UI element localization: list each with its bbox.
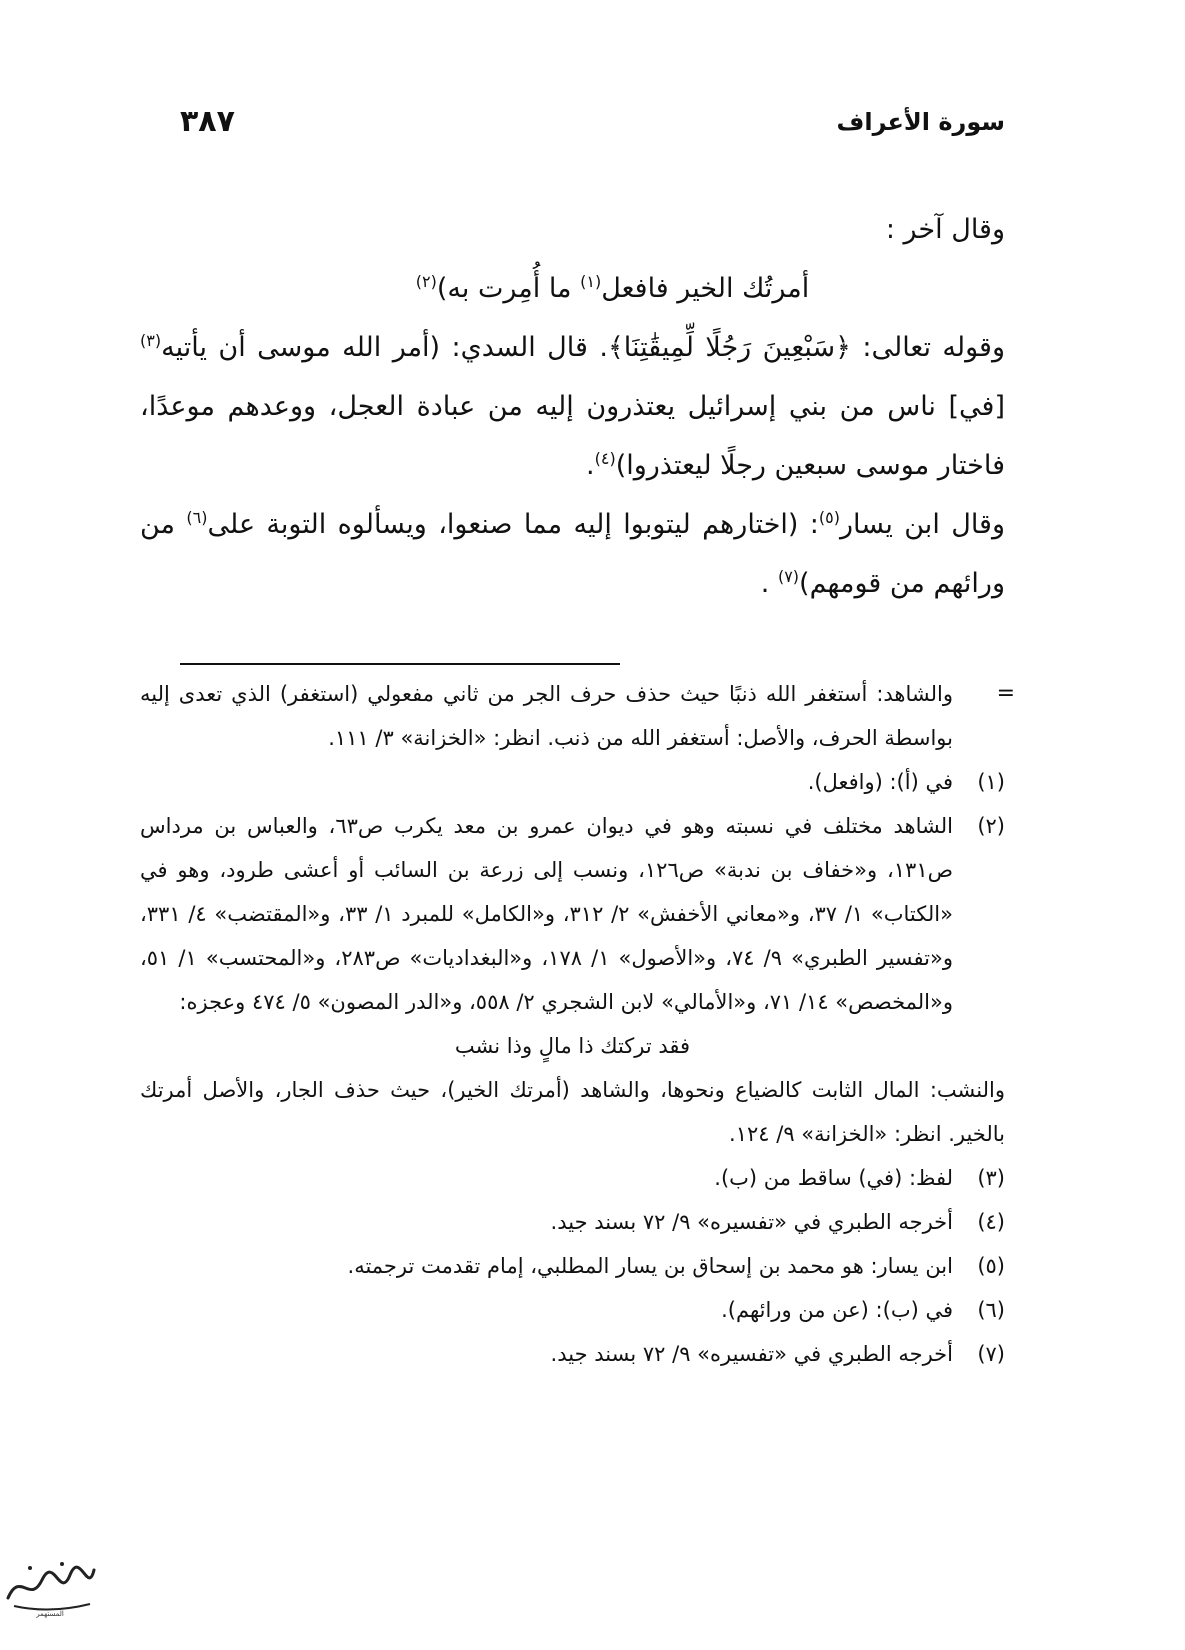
footnote-text: أخرجه الطبري في «تفسيره» ٩/ ٧٢ بسند جيد. [550, 1342, 953, 1366]
text-run: . [760, 568, 778, 599]
page-header [180, 104, 1005, 148]
text-run: . قال السدي: (أمر الله موسى أن يأتيه [161, 332, 608, 363]
footnote-ref-5: (٥) [818, 508, 840, 527]
logo-caption: المستهمر [36, 1610, 64, 1618]
footnote-3 [140, 1156, 1005, 1200]
footnote-text: أخرجه الطبري في «تفسيره» ٩/ ٧٢ بسند جيد. [550, 1210, 953, 1234]
footnote-text: لفظ: (في) ساقط من (ب). [714, 1166, 953, 1190]
footnote-ref-6: (٦) [186, 508, 208, 527]
footnote-number: (٢) [977, 814, 1005, 838]
footnote-number: (٦) [977, 1298, 1005, 1322]
footnote-ref-1: (١) [580, 272, 602, 291]
verse-part-a: أمرتُك الخير فافعل [601, 273, 810, 304]
text-run: وقال ابن يسار [840, 509, 1005, 540]
footnote-text: في (أ): (وافعل). [807, 770, 953, 794]
continuation-mark: = [996, 681, 1015, 706]
footnote-2 [140, 804, 1005, 1024]
text-run: : (اختارهم ليتوبوا إليه مما صنعوا، ويسألوه التوبة على [207, 509, 819, 540]
quran-quote: ﴿سَبْعِينَ رَجُلًا لِّمِيقَٰتِنَا﴾ [607, 332, 851, 363]
footnote-ref-7: (٧) [777, 567, 800, 586]
text-run: [في] ناس من بني إسرائيل يعتذرون إليه من عبادة العجل، ووعدهم موعدًا، فاختار موسى سبعين رجلًا ليعتذروا) [140, 391, 1005, 481]
footnote-text: الشاهد مختلف في نسبته وهو في ديوان عمرو بن معد يكرب ص٦٣، والعباس بن مرداس ص١٣١، و«خفاف بن ندبة» ص١٢٦، ونسب إلى زرعة بن السائب أو أعشى طرود، وهو في «الكتاب» ١/ ٣٧، و«معاني الأخفش» ٢/ ٣١٢، و«الكامل» للمبرد ١/ ٣٣، و«المقتضب» ٤/ ٣٣١، و«تفسير الطبري» ٩/ ٧٤، و«الأصول» ١/ ١٧٨، و«البغداديات» ص٢٨٣، و«المحتسب» ١/ ٥١، و«المخصص» ١٤/ ٧١، و«الأمالي» لابن الشجري ٢/ ٥٥٨، و«الدر المصون» ٥/ ٤٧٤ وعجزه: [140, 814, 953, 1014]
poetry-hemistich: فقد تركتك ذا مالٍ وذا نشب [454, 1034, 691, 1058]
footnote-number: (٤) [977, 1210, 1005, 1234]
surah-title: سورة الأعراف [836, 108, 1005, 136]
footnote-text: ابن يسار: هو محمد بن إسحاق بن يسار المطلبي، إمام تقدمت ترجمته. [347, 1254, 953, 1278]
text-run: من ورائهم من قومهم) [140, 509, 1005, 599]
text-run: وقوله تعالى: [850, 332, 1005, 363]
footnote-number: (٧) [977, 1342, 1005, 1366]
footnote-7 [140, 1332, 1005, 1376]
publisher-logo-icon [0, 1550, 100, 1620]
footnote-5 [140, 1244, 1005, 1288]
footnote-divider [180, 663, 620, 665]
footnote-ref-3: (٣) [140, 331, 162, 350]
page-number: ٣٨٧ [180, 104, 235, 139]
footnote-ref-4: (٤) [594, 449, 616, 468]
footnote-number: (٥) [977, 1254, 1005, 1278]
footnote-text: في (ب): (عن من ورائهم). [721, 1298, 953, 1322]
text-run: . [586, 450, 595, 481]
footnote-4 [140, 1200, 1005, 1244]
verse-part-b: ما أُمِرت به) [436, 273, 581, 304]
footnote-2-continuation: والنشب: المال الثابت كالضياع ونحوها، والشاهد (أمرتك الخير)، حيث حذف الجار، والأصل أمرتك بالخير. انظر: «الخزانة» ٩/ ١٢٤. [140, 1078, 1005, 1146]
verse-intro: وقال آخر : [885, 214, 1005, 245]
footnote-text: والشاهد: أستغفر الله ذنبًا حيث حذف حرف الجر من ثاني مفعولي (استغفر) الذي تعدى إليه بواسطة الحرف، والأصل: أستغفر الله من ذنب. انظر: «الخزانة» ٣/ ١١١. [140, 682, 953, 750]
footnote-6 [140, 1288, 1005, 1332]
footnote-number: (٣) [977, 1166, 1005, 1190]
main-text [140, 200, 1005, 613]
paragraph-sudday [140, 318, 1005, 495]
footnotes [140, 672, 1015, 1376]
footnote-number: (١) [977, 770, 1005, 794]
footnote-1 [140, 760, 1005, 804]
footnote-continuation [140, 672, 1015, 760]
footnote-ref-2: (٢) [415, 272, 437, 291]
poetry-verse [140, 259, 1005, 318]
paragraph-ibn-yasar [140, 495, 1005, 613]
